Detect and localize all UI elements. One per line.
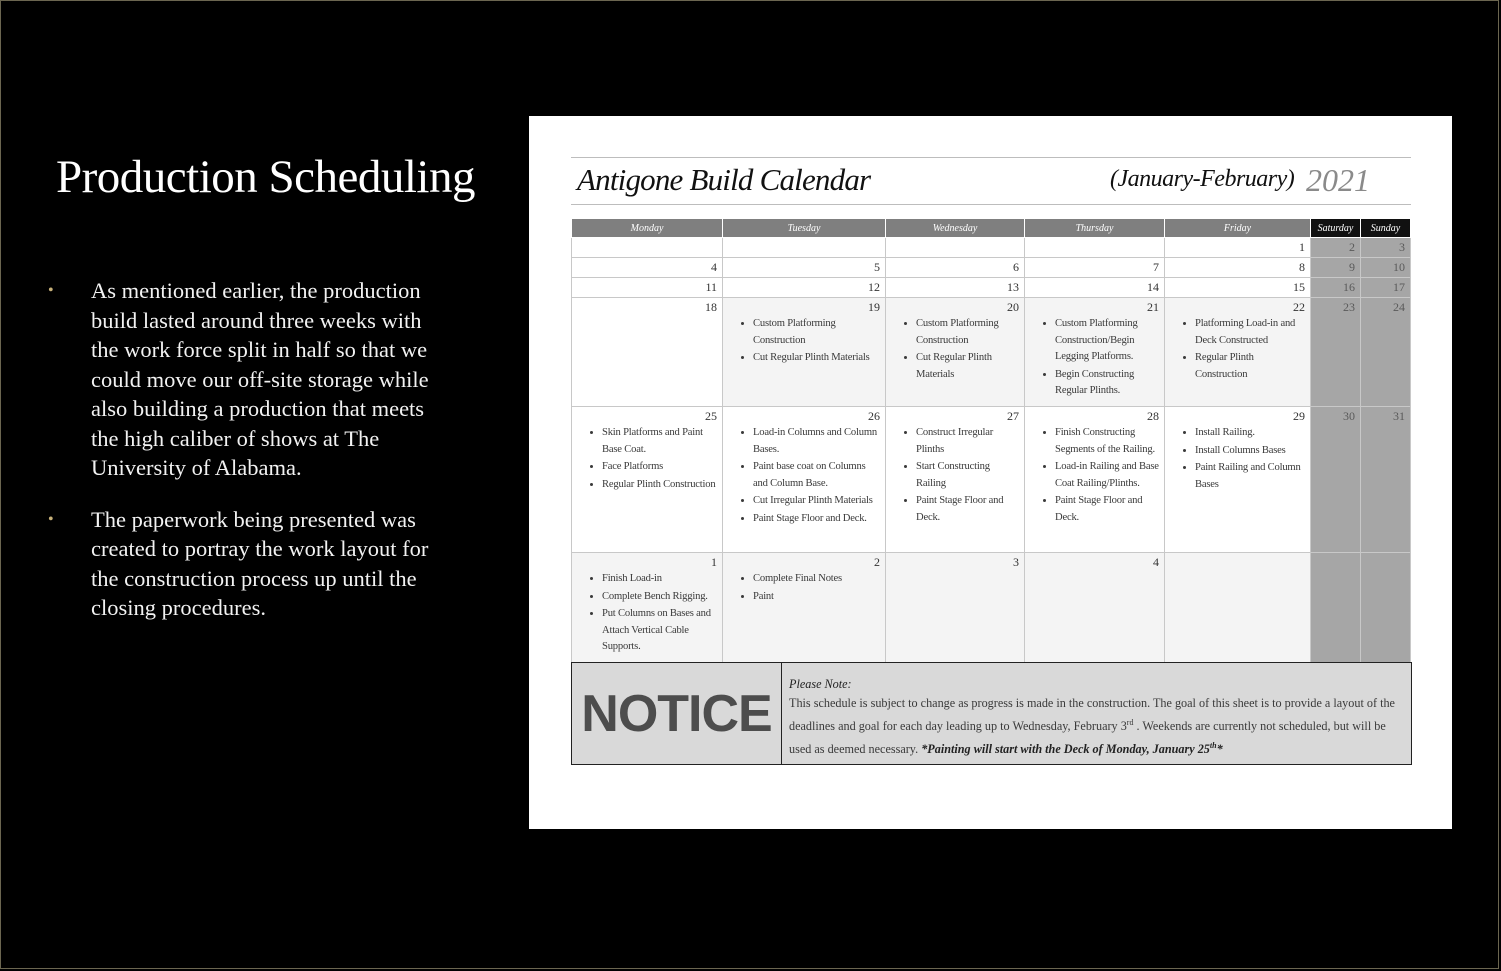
day-number: 31 <box>1393 409 1405 423</box>
task-item: • Regular Plinth Construction <box>1195 350 1306 383</box>
calendar-day-cell <box>886 407 1025 553</box>
calendar-day-cell <box>1165 407 1311 553</box>
calendar-day-cell <box>723 258 886 278</box>
task-item: • Install Columns Bases <box>1195 443 1306 460</box>
task-item: • Finish Load-in <box>602 571 718 588</box>
calendar-weekend-cell <box>1311 298 1361 407</box>
day-number: 4 <box>1153 555 1159 569</box>
task-item: • Cut Regular Plinth Materials <box>916 350 1020 383</box>
task-item: • Load-in Railing and Base Coat Railing/Plinths. <box>1055 459 1160 492</box>
day-number: 20 <box>1007 300 1019 314</box>
calendar-day-cell <box>1165 298 1311 407</box>
day-number: 21 <box>1147 300 1159 314</box>
calendar-day-cell <box>1165 553 1311 664</box>
calendar-weekend-cell <box>1361 553 1411 664</box>
day-number: 3 <box>1013 555 1019 569</box>
task-item: • Finish Constructing Segments of the Railing. <box>1055 425 1160 458</box>
task-list <box>886 316 1024 383</box>
day-number: 5 <box>874 260 880 274</box>
day-number: 8 <box>1299 260 1305 274</box>
task-list <box>723 316 885 367</box>
weekend-header: Sunday <box>1361 219 1411 238</box>
calendar-day-cell <box>723 278 886 298</box>
weekday-header: Tuesday <box>723 219 886 238</box>
calendar-day-cell <box>572 298 723 407</box>
day-number: 15 <box>1293 280 1305 294</box>
calendar-grid <box>571 218 1411 664</box>
bullet-dot-icon: • <box>48 282 54 299</box>
bullet-item <box>48 505 448 623</box>
task-list <box>723 571 885 605</box>
calendar-weekend-cell <box>1361 238 1411 258</box>
day-number: 1 <box>1299 240 1305 254</box>
task-item: • Paint base coat on Columns and Column Base. <box>753 459 881 492</box>
day-number: 27 <box>1007 409 1019 423</box>
calendar-day-cell <box>723 298 886 407</box>
slide-title: Production Scheduling <box>56 151 475 203</box>
notice-word: NOTICE <box>581 684 772 743</box>
day-number: 11 <box>705 280 717 294</box>
task-item: • Custom Platforming Construction <box>916 316 1020 349</box>
day-number <box>1025 238 1164 254</box>
task-item: • Skin Platforms and Paint Base Coat. <box>602 425 718 458</box>
day-number: 19 <box>868 300 880 314</box>
task-item: • Start Constructing Railing <box>916 459 1020 492</box>
task-item: • Paint Stage Floor and Deck. <box>753 511 881 528</box>
task-item: • Construct Irregular Plinths <box>916 425 1020 458</box>
notice-body: This schedule is subject to change as progress is made in the construction. The goal of this sheet is to provide a layout of the deadlines and goal for each day leading up to Wednesday, February 3 <box>789 696 1395 734</box>
day-number: 9 <box>1349 260 1355 274</box>
task-list <box>1165 316 1310 383</box>
notice-body-sup: rd <box>1126 718 1134 727</box>
notice-heading: Please Note: <box>789 677 852 691</box>
calendar-week-row <box>572 553 1411 664</box>
notice-emphasis <box>921 742 1222 756</box>
bullet-list <box>48 276 448 645</box>
calendar-day-cell <box>572 238 723 258</box>
day-number: 13 <box>1007 280 1019 294</box>
day-number: 7 <box>1153 260 1159 274</box>
task-item: • Custom Platforming Construction/Begin Legging Platforms. <box>1055 316 1160 366</box>
task-item: • Paint <box>753 589 881 606</box>
day-number: 3 <box>1399 240 1405 254</box>
calendar-day-cell <box>1025 298 1165 407</box>
calendar-day-cell <box>1165 258 1311 278</box>
task-item: • Paint Stage Floor and Deck. <box>916 493 1020 526</box>
calendar-week-row <box>572 258 1411 278</box>
day-number <box>723 238 885 254</box>
calendar-day-cell <box>1165 238 1311 258</box>
bullet-item <box>48 276 448 483</box>
task-item: • Platforming Load-in and Deck Constructed <box>1195 316 1306 349</box>
task-item: • Regular Plinth Construction <box>602 477 718 494</box>
calendar-day-cell <box>723 407 886 553</box>
calendar-day-cell <box>1025 238 1165 258</box>
task-item: • Paint Stage Floor and Deck. <box>1055 493 1160 526</box>
calendar-weekend-cell <box>1311 258 1361 278</box>
calendar-day-cell <box>886 238 1025 258</box>
task-item: • Paint Railing and Column Bases <box>1195 460 1306 493</box>
calendar-day-cell <box>1025 553 1165 664</box>
day-number <box>572 238 722 254</box>
task-item: • Cut Irregular Plinth Materials <box>753 493 881 510</box>
task-item: • Complete Final Notes <box>753 571 881 588</box>
notice-emphasis-sup: th <box>1209 741 1217 751</box>
weekday-header: Thursday <box>1025 219 1165 238</box>
day-number: 28 <box>1147 409 1159 423</box>
task-list <box>572 425 722 493</box>
calendar-weekend-cell <box>1311 278 1361 298</box>
task-item: • Complete Bench Rigging. <box>602 589 718 606</box>
calendar-weekend-cell <box>1361 258 1411 278</box>
task-list <box>1025 316 1164 400</box>
calendar-day-cell <box>572 278 723 298</box>
task-item: • Begin Constructing Regular Plinths. <box>1055 367 1160 400</box>
day-number: 30 <box>1343 409 1355 423</box>
notice-label-box <box>572 663 782 764</box>
calendar-title: Antigone Build Calendar <box>577 162 871 197</box>
day-number: 6 <box>1013 260 1019 274</box>
bullet-dot-icon: • <box>48 510 54 528</box>
day-number: 2 <box>1349 240 1355 254</box>
calendar-day-cell <box>723 553 886 664</box>
day-number: 4 <box>711 260 717 274</box>
task-item: • Custom Platforming Construction <box>753 316 881 349</box>
calendar-weekend-cell <box>1311 407 1361 553</box>
weekend-header: Saturday <box>1311 219 1361 238</box>
notice-emphasis-text: *Painting will start with the Deck of Monday, January 25 <box>921 742 1210 757</box>
day-number: 17 <box>1393 280 1405 294</box>
task-item: • Cut Regular Plinth Materials <box>753 350 881 367</box>
calendar-day-cell <box>572 407 723 553</box>
day-number: 12 <box>868 280 880 294</box>
day-number: 14 <box>1147 280 1159 294</box>
notice-text <box>789 675 1409 759</box>
day-number: 25 <box>705 409 717 423</box>
weekday-header: Monday <box>572 219 723 238</box>
calendar-weekend-cell <box>1311 238 1361 258</box>
calendar-day-cell <box>886 298 1025 407</box>
day-number: 23 <box>1343 300 1355 314</box>
day-number <box>1311 553 1360 569</box>
calendar-day-cell <box>886 258 1025 278</box>
calendar-day-cell <box>886 553 1025 664</box>
notice-body-end: . Weekends are currently not scheduled, but will be used as deemed necessary. <box>789 719 1386 757</box>
task-list <box>572 571 722 656</box>
calendar-range: (January-February) <box>1110 166 1295 192</box>
task-list <box>1165 425 1310 493</box>
bullet-text: As mentioned earlier, the production build lasted around three weeks with the work force split in half so that we could move our off-site storage while also building a production that meets the high caliber of shows at The University of Alabama. <box>91 278 429 480</box>
calendar-day-cell <box>723 238 886 258</box>
calendar-week-row <box>572 278 1411 298</box>
calendar-day-cell <box>572 553 723 664</box>
weekday-header: Friday <box>1165 219 1311 238</box>
day-number <box>1165 553 1310 569</box>
calendar-day-cell <box>1025 407 1165 553</box>
task-item: • Load-in Columns and Column Bases. <box>753 425 881 458</box>
calendar-day-cell <box>572 258 723 278</box>
notice-panel <box>571 662 1412 765</box>
weekday-header: Wednesday <box>886 219 1025 238</box>
day-number: 22 <box>1293 300 1305 314</box>
task-item: • Put Columns on Bases and Attach Vertical Cable Supports. <box>602 606 718 656</box>
day-number <box>886 238 1024 254</box>
title-rule-bottom <box>571 204 1411 205</box>
task-list <box>1025 425 1164 526</box>
bullet-text: The paperwork being presented was created to portray the work layout for the construction process up until the closing procedures. <box>91 506 429 620</box>
day-number: 2 <box>874 555 880 569</box>
calendar-week-row <box>572 407 1411 553</box>
calendar-weekend-cell <box>1361 298 1411 407</box>
task-list <box>886 425 1024 526</box>
calendar-weekend-cell <box>1361 278 1411 298</box>
calendar-weekend-cell <box>1311 553 1361 664</box>
calendar-year: 2021 <box>1306 162 1370 198</box>
task-item: • Install Railing. <box>1195 425 1306 442</box>
calendar-day-cell <box>1025 258 1165 278</box>
day-number: 16 <box>1343 280 1355 294</box>
day-number: 10 <box>1393 260 1405 274</box>
calendar-day-cell <box>1025 278 1165 298</box>
title-rule-top <box>571 157 1411 158</box>
day-number: 24 <box>1393 300 1405 314</box>
task-item: • Face Platforms <box>602 459 718 476</box>
calendar-weekend-cell <box>1361 407 1411 553</box>
notice-emphasis-end: * <box>1216 742 1223 757</box>
calendar-day-cell <box>886 278 1025 298</box>
calendar-week-row <box>572 238 1411 258</box>
weekday-header-row <box>572 219 1411 238</box>
day-number: 1 <box>711 555 717 569</box>
calendar-day-cell <box>1165 278 1311 298</box>
task-list <box>723 425 885 527</box>
day-number: 26 <box>868 409 880 423</box>
day-number <box>1361 553 1410 569</box>
calendar-week-row <box>572 298 1411 407</box>
day-number: 18 <box>705 300 717 314</box>
day-number: 29 <box>1293 409 1305 423</box>
